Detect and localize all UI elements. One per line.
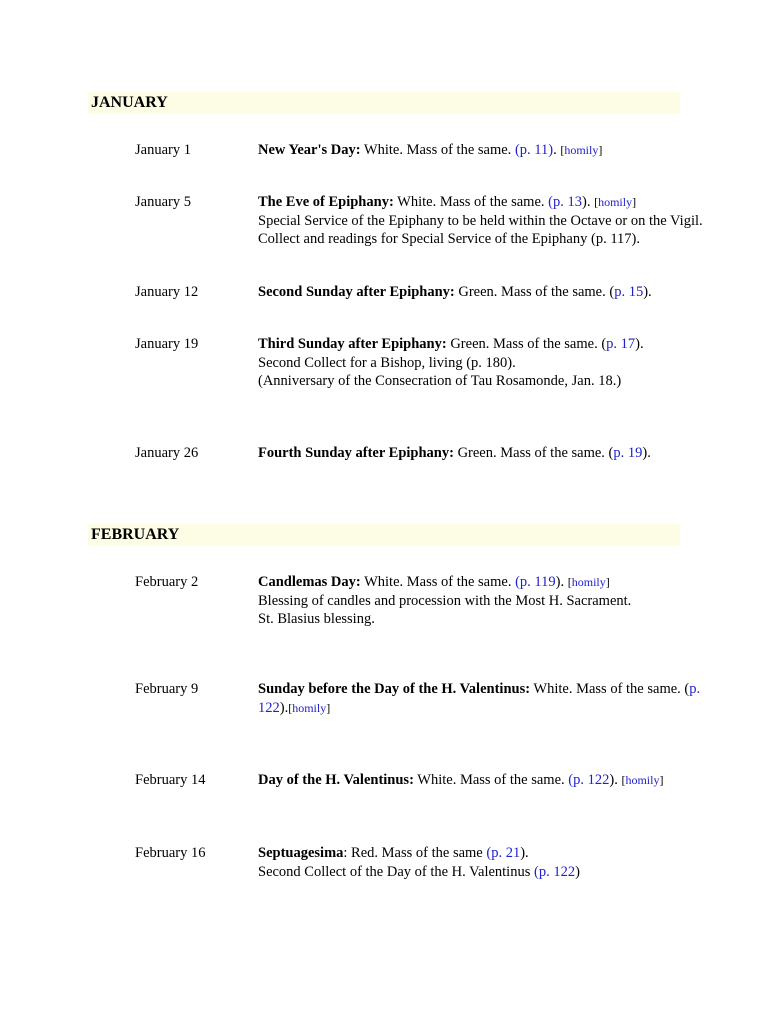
entry-description [258, 444, 728, 463]
page-reference-link[interactable]: (p. 21 [486, 845, 521, 861]
feast-text: : Red. Mass of the same [343, 845, 487, 861]
entry-description: New Year's Day: White. Mass of the same. (p. 11). [homily] [258, 142, 603, 158]
page-reference-link[interactable]: (p. 119 [515, 574, 556, 590]
entry-date: January 19 [135, 336, 199, 352]
ref-suffix: ). [520, 845, 529, 861]
ref-suffix: ). [643, 284, 652, 300]
entry-note: (Anniversary of the Consecration of Tau Rosamonde, Jan. 18.) [258, 373, 622, 389]
entry-description: Candlemas Day: White. Mass of the same. (p. 119). [homily] Blessing of candles and procession with the Most H. Sacrament. St. Blasius blessing. [258, 573, 728, 629]
entry-note: Second Collect of the Day of the H. Valentinus [258, 863, 534, 880]
entry-date: January 12 [135, 284, 199, 300]
entry-note: Second Collect for a Bishop, living (p. 180). [258, 354, 516, 371]
entry-description: Sunday before the Day of the H. Valentinus: White. Mass of the same. (p. 122).[homily] [258, 681, 701, 716]
ref-suffix: ). [609, 772, 622, 788]
month-header-january: JANUARY [88, 92, 680, 114]
entry-date: February 9 [135, 681, 199, 697]
feast-text: White. Mass of the same. ( [530, 681, 690, 697]
month-header-february: FEBRUARY [88, 524, 680, 546]
feast-title: Fourth Sunday after Epiphany: [258, 445, 454, 461]
ref-suffix: ). [279, 699, 289, 716]
entry-date: January 26 [135, 445, 199, 461]
page-reference-link[interactable]: p. 122 [258, 681, 701, 716]
feast-text: White. Mass of the same. [393, 194, 549, 210]
feast-text: White. Mass of the same. [413, 772, 569, 788]
page-reference-link[interactable]: (p. 122 [568, 772, 610, 788]
entry-date: February 14 [135, 772, 206, 788]
feast-title: Candlemas Day: [258, 574, 361, 590]
ref-suffix: ). [555, 574, 568, 590]
feast-text: Green. Mass of the same. ( [454, 284, 615, 300]
homily-link[interactable]: homily [598, 195, 633, 209]
feast-title: The Eve of Epiphany: [258, 194, 394, 210]
feast-title: Third Sunday after Epiphany: [258, 336, 447, 352]
homily-link[interactable]: homily [292, 700, 327, 715]
ref-suffix: ) [575, 863, 580, 880]
page-reference-link[interactable]: (p. 11) [514, 142, 554, 158]
homily-link[interactable]: homily [571, 575, 606, 589]
feast-title: Day of the H. Valentinus: [258, 772, 414, 788]
entry-description: Day of the H. Valentinus: White. Mass of the same. (p. 122). [homily] [258, 772, 664, 788]
feast-text: Green. Mass of the same. ( [446, 336, 607, 352]
entry-note: St. Blasius blessing. [258, 611, 375, 627]
ref-suffix: ). [582, 194, 595, 210]
ref-suffix: ). [635, 336, 644, 352]
feast-text: Green. Mass of the same. ( [453, 445, 614, 461]
page-reference-link[interactable]: (p. 13 [548, 194, 582, 210]
entry-description: The Eve of Epiphany: White. Mass of the same. (p. 13). [homily] Special Service of the Epiphany to be held within the Octave or on the Vigil. Collect and readings for Special Service of the Epiphany (p. 117). [258, 193, 728, 249]
page-reference-link[interactable]: p. 19 [613, 445, 643, 461]
entry-date: January 1 [135, 142, 191, 158]
ref-suffix: ). [642, 445, 651, 461]
homily-link[interactable]: homily [625, 773, 660, 787]
page-reference-link[interactable]: (p. 122 [533, 863, 576, 880]
entry-date: January 5 [135, 194, 191, 210]
feast-title: New Year's Day: [258, 142, 361, 158]
entry-date: February 16 [135, 845, 206, 861]
page-reference-link[interactable]: p. 15 [614, 284, 644, 300]
ref-suffix: . [553, 142, 561, 158]
feast-title: Second Sunday after Epiphany: [258, 284, 455, 300]
feast-title: Septuagesima [258, 845, 344, 861]
entry-description [258, 844, 728, 881]
page-reference-link[interactable]: p. 17 [606, 336, 636, 352]
feast-text: White. Mass of the same. [360, 142, 515, 158]
feast-title: Sunday before the Day of the H. Valentinus: [258, 681, 531, 697]
entry-description [258, 335, 728, 391]
homily-link[interactable]: homily [564, 143, 599, 157]
entry-note: Collect and readings for Special Service of the Epiphany (p. 117). [258, 231, 640, 247]
entry-note: Blessing of candles and procession with the Most H. Sacrament. [258, 592, 632, 609]
entry-description [258, 283, 728, 302]
feast-text: White. Mass of the same. [360, 574, 516, 590]
entry-date: February 2 [135, 574, 199, 590]
entry-note: Special Service of the Epiphany to be held within the Octave or on the Vigil. [258, 212, 703, 229]
